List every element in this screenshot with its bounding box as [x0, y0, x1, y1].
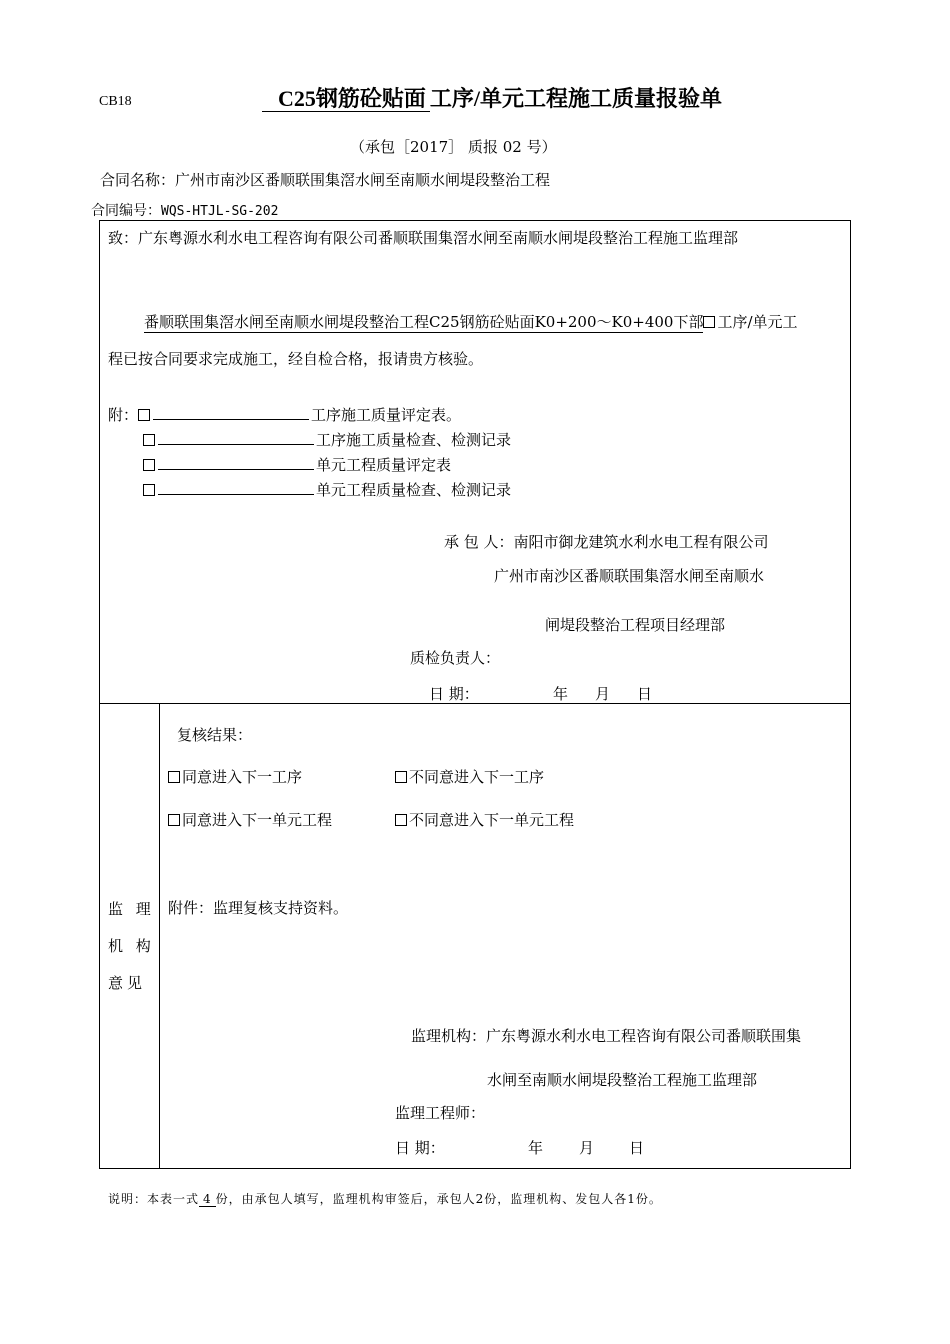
- submission-statement-line1: [144, 311, 798, 333]
- side-label-organization: 机 构: [108, 937, 155, 955]
- page-title: [262, 82, 722, 113]
- addressee: [108, 227, 738, 248]
- option-label: 不同意进入下一工序: [409, 768, 545, 786]
- date-day: 日: [629, 1139, 645, 1157]
- checkbox-icon[interactable]: [168, 771, 180, 783]
- attachment-blank[interactable]: [153, 405, 309, 420]
- contract-number-value: WQS-HTJL-SG-202: [161, 204, 279, 219]
- attachment-blank[interactable]: [158, 430, 314, 445]
- attachment-name: 单元工程质量检查、检测记录: [316, 481, 512, 499]
- side-label-supervision: 监 理: [108, 900, 155, 918]
- option-agree-next-unit[interactable]: [168, 809, 332, 830]
- supervision-engineer-label: 监理工程师：: [395, 1104, 486, 1122]
- supervision-org-label: 监理机构：: [411, 1027, 487, 1045]
- project-dept-line2: 闸堤段整治工程项目经理部: [545, 616, 726, 634]
- work-description: 番顺联围集滘水闸至南顺水闸堤段整治工程C25钢筋砼贴面K0+200～K0+400下部: [144, 313, 704, 331]
- option-disagree-next-unit[interactable]: [395, 809, 574, 830]
- date-day: 日: [637, 685, 653, 703]
- label-column-divider: [159, 703, 160, 1169]
- attachment-blank[interactable]: [158, 455, 314, 470]
- title-work-item: C25钢筋砼贴面: [262, 86, 430, 112]
- contract-name-label: 合同名称：: [100, 171, 176, 189]
- option-label: 不同意进入下一单元工程: [409, 811, 575, 829]
- qc-responsible-label: 质检负责人：: [410, 649, 501, 667]
- note-prefix: 说明：本表一式: [108, 1192, 200, 1206]
- supervision-attachment-note: 附件：监理复核支持资料。: [168, 899, 349, 917]
- contract-number-label: 合同编号：: [91, 203, 161, 219]
- attachments-label: 附：: [108, 406, 139, 424]
- statement-type: 工序/单元工: [717, 313, 798, 331]
- contract-name-value: 广州市南沙区番顺联围集滘水闸至南顺水闸堤段整治工程: [175, 171, 551, 189]
- date-label: 日 期：: [395, 1139, 445, 1157]
- contract-name: [100, 169, 550, 190]
- date-label: 日 期：: [429, 685, 479, 703]
- submission-statement-line2: 程已按合同要求完成施工，经自检合格，报请贵方核验。: [108, 350, 484, 368]
- supervision-org: [411, 1025, 801, 1046]
- date-month: 月: [595, 685, 611, 703]
- attachment-row-1: [108, 404, 461, 425]
- addressee-value: 广东粤源水利水电工程咨询有限公司番顺联围集滘水闸至南顺水闸堤段整治工程施工监理部: [138, 229, 739, 247]
- checkbox-icon[interactable]: [138, 409, 150, 421]
- contractor-label: 承 包 人：: [444, 533, 514, 551]
- form-code: CB18: [99, 94, 132, 109]
- attachment-row-4: [143, 479, 511, 500]
- document-serial: （承包［2017］ 质报 02 号）: [350, 138, 557, 156]
- footer-note: [108, 1190, 662, 1207]
- project-dept-line1: 广州市南沙区番顺联围集滘水闸至南顺水: [494, 567, 765, 585]
- addressee-label: 致：: [108, 229, 139, 247]
- checkbox-icon[interactable]: [143, 459, 155, 471]
- attachment-row-3: [143, 454, 451, 475]
- date-year: 年: [553, 685, 569, 703]
- copies-count: 4: [199, 1192, 216, 1207]
- submission-date: [429, 683, 729, 703]
- option-agree-next-process[interactable]: [168, 766, 302, 787]
- supervision-org-value: 广东粤源水利水电工程咨询有限公司番顺联围集: [486, 1027, 802, 1045]
- date-year: 年: [528, 1139, 544, 1157]
- note-suffix: 份，由承包人填写，监理机构审签后，承包人2份，监理机构、发包人各1份。: [215, 1192, 662, 1206]
- review-result-label: 复核结果：: [177, 726, 253, 744]
- supervision-org-line2: 水闸至南顺水闸堤段整治工程施工监理部: [487, 1071, 758, 1089]
- attachment-name: 工序施工质量评定表。: [311, 406, 462, 424]
- side-label-opinion: 意见: [108, 974, 147, 992]
- attachment-row-2: [143, 429, 511, 450]
- attachment-blank[interactable]: [158, 480, 314, 495]
- supervision-date: [395, 1137, 695, 1157]
- attachment-name: 工序施工质量检查、检测记录: [316, 431, 512, 449]
- option-disagree-next-process[interactable]: [395, 766, 544, 787]
- option-label: 同意进入下一单元工程: [182, 811, 333, 829]
- contractor: [444, 531, 769, 552]
- date-month: 月: [579, 1139, 595, 1157]
- contractor-value: 南阳市御龙建筑水利水电工程有限公司: [513, 533, 769, 551]
- attachment-name: 单元工程质量评定表: [316, 456, 452, 474]
- contract-number: [91, 200, 278, 220]
- checkbox-icon[interactable]: [703, 316, 715, 328]
- checkbox-icon[interactable]: [143, 484, 155, 496]
- checkbox-icon[interactable]: [143, 434, 155, 446]
- title-text: 工序/单元工程施工质量报验单: [429, 86, 723, 111]
- option-label: 同意进入下一工序: [182, 768, 303, 786]
- checkbox-icon[interactable]: [168, 814, 180, 826]
- checkbox-icon[interactable]: [395, 771, 407, 783]
- checkbox-icon[interactable]: [395, 814, 407, 826]
